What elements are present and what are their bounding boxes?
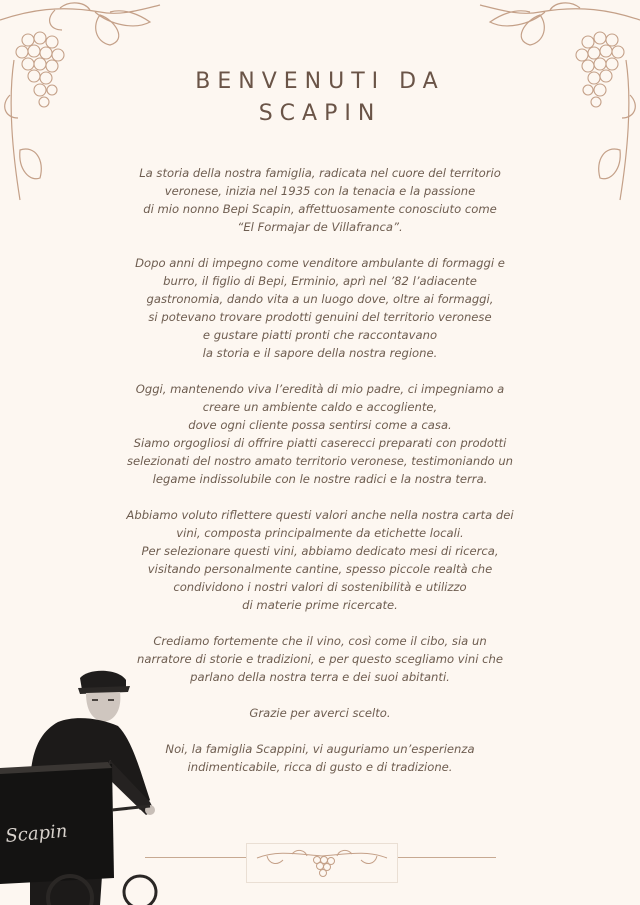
grape-ornament [246,843,398,883]
paragraph-wine-list: Abbiamo voluto riflettere questi valori anche nella nostra carta dei vini, composta principalmente da etichette locali. Per selezionare questi vini, abbiamo dedicato mesi di ricerca, visitando personalmente cantine, spesso piccole realtà che condividono i nostri valori di sostenibilità e utilizzo di materie prime ricercate. [126,508,514,612]
vintage-photo-cheese-vendor [0,660,165,905]
paragraph-gastronomy: Dopo anni di impegno come venditore ambulante di formaggi e burro, il figlio di Bepi, Erminio, aprì nel ’82 l’adiacente gastronomia, dando vita a un luogo dove, oltre ai formaggi, si potevano trovare prodotti genuini del territorio veronese e gustare piatti pronti che raccontavano la storia e il sapore della nostra regione. [135,256,505,360]
divider-line-right [396,857,496,858]
paragraph-today: Oggi, mantenendo viva l’eredità di mio padre, ci impegniamo a creare un ambiente caldo e accogliente, dove ogni cliente possa sentirsi come a casa. Siamo orgogliosi di offrire piatti caserecci preparati con prodotti selezionati del nostro amato territorio veronese, testimoniando un legame indissolubile con le nostre radici e la nostra terra. [126,382,514,486]
title-line-2: SCAPIN [258,101,382,126]
paragraph-thanks: Grazie per averci scelto. [249,706,391,720]
page-title [0,66,640,130]
paragraph-history: La storia della nostra famiglia, radicata nel cuore del territorio veronese, inizia nel 1935 con la tenacia e la passione di mio nonno Bepi Scapin, affettuosamente conosciuto come “El Formajar de Villafranca”. [139,166,501,234]
cart-label: Scapin [4,820,69,847]
paragraph-closing: Noi, la famiglia Scappini, vi auguriamo un’esperienza indimenticabile, ricca di gusto e di tradizione. [165,742,475,774]
title-line-1: BENVENUTI DA [195,69,445,94]
paragraph-wine-philosophy: Crediamo fortemente che il vino, così come il cibo, sia un narratore di storie e tradizioni, e per questo scegliamo vini che parlano della nostra terra e dei suoi abitanti. [137,634,503,684]
grape-ornament-icon [247,844,397,882]
